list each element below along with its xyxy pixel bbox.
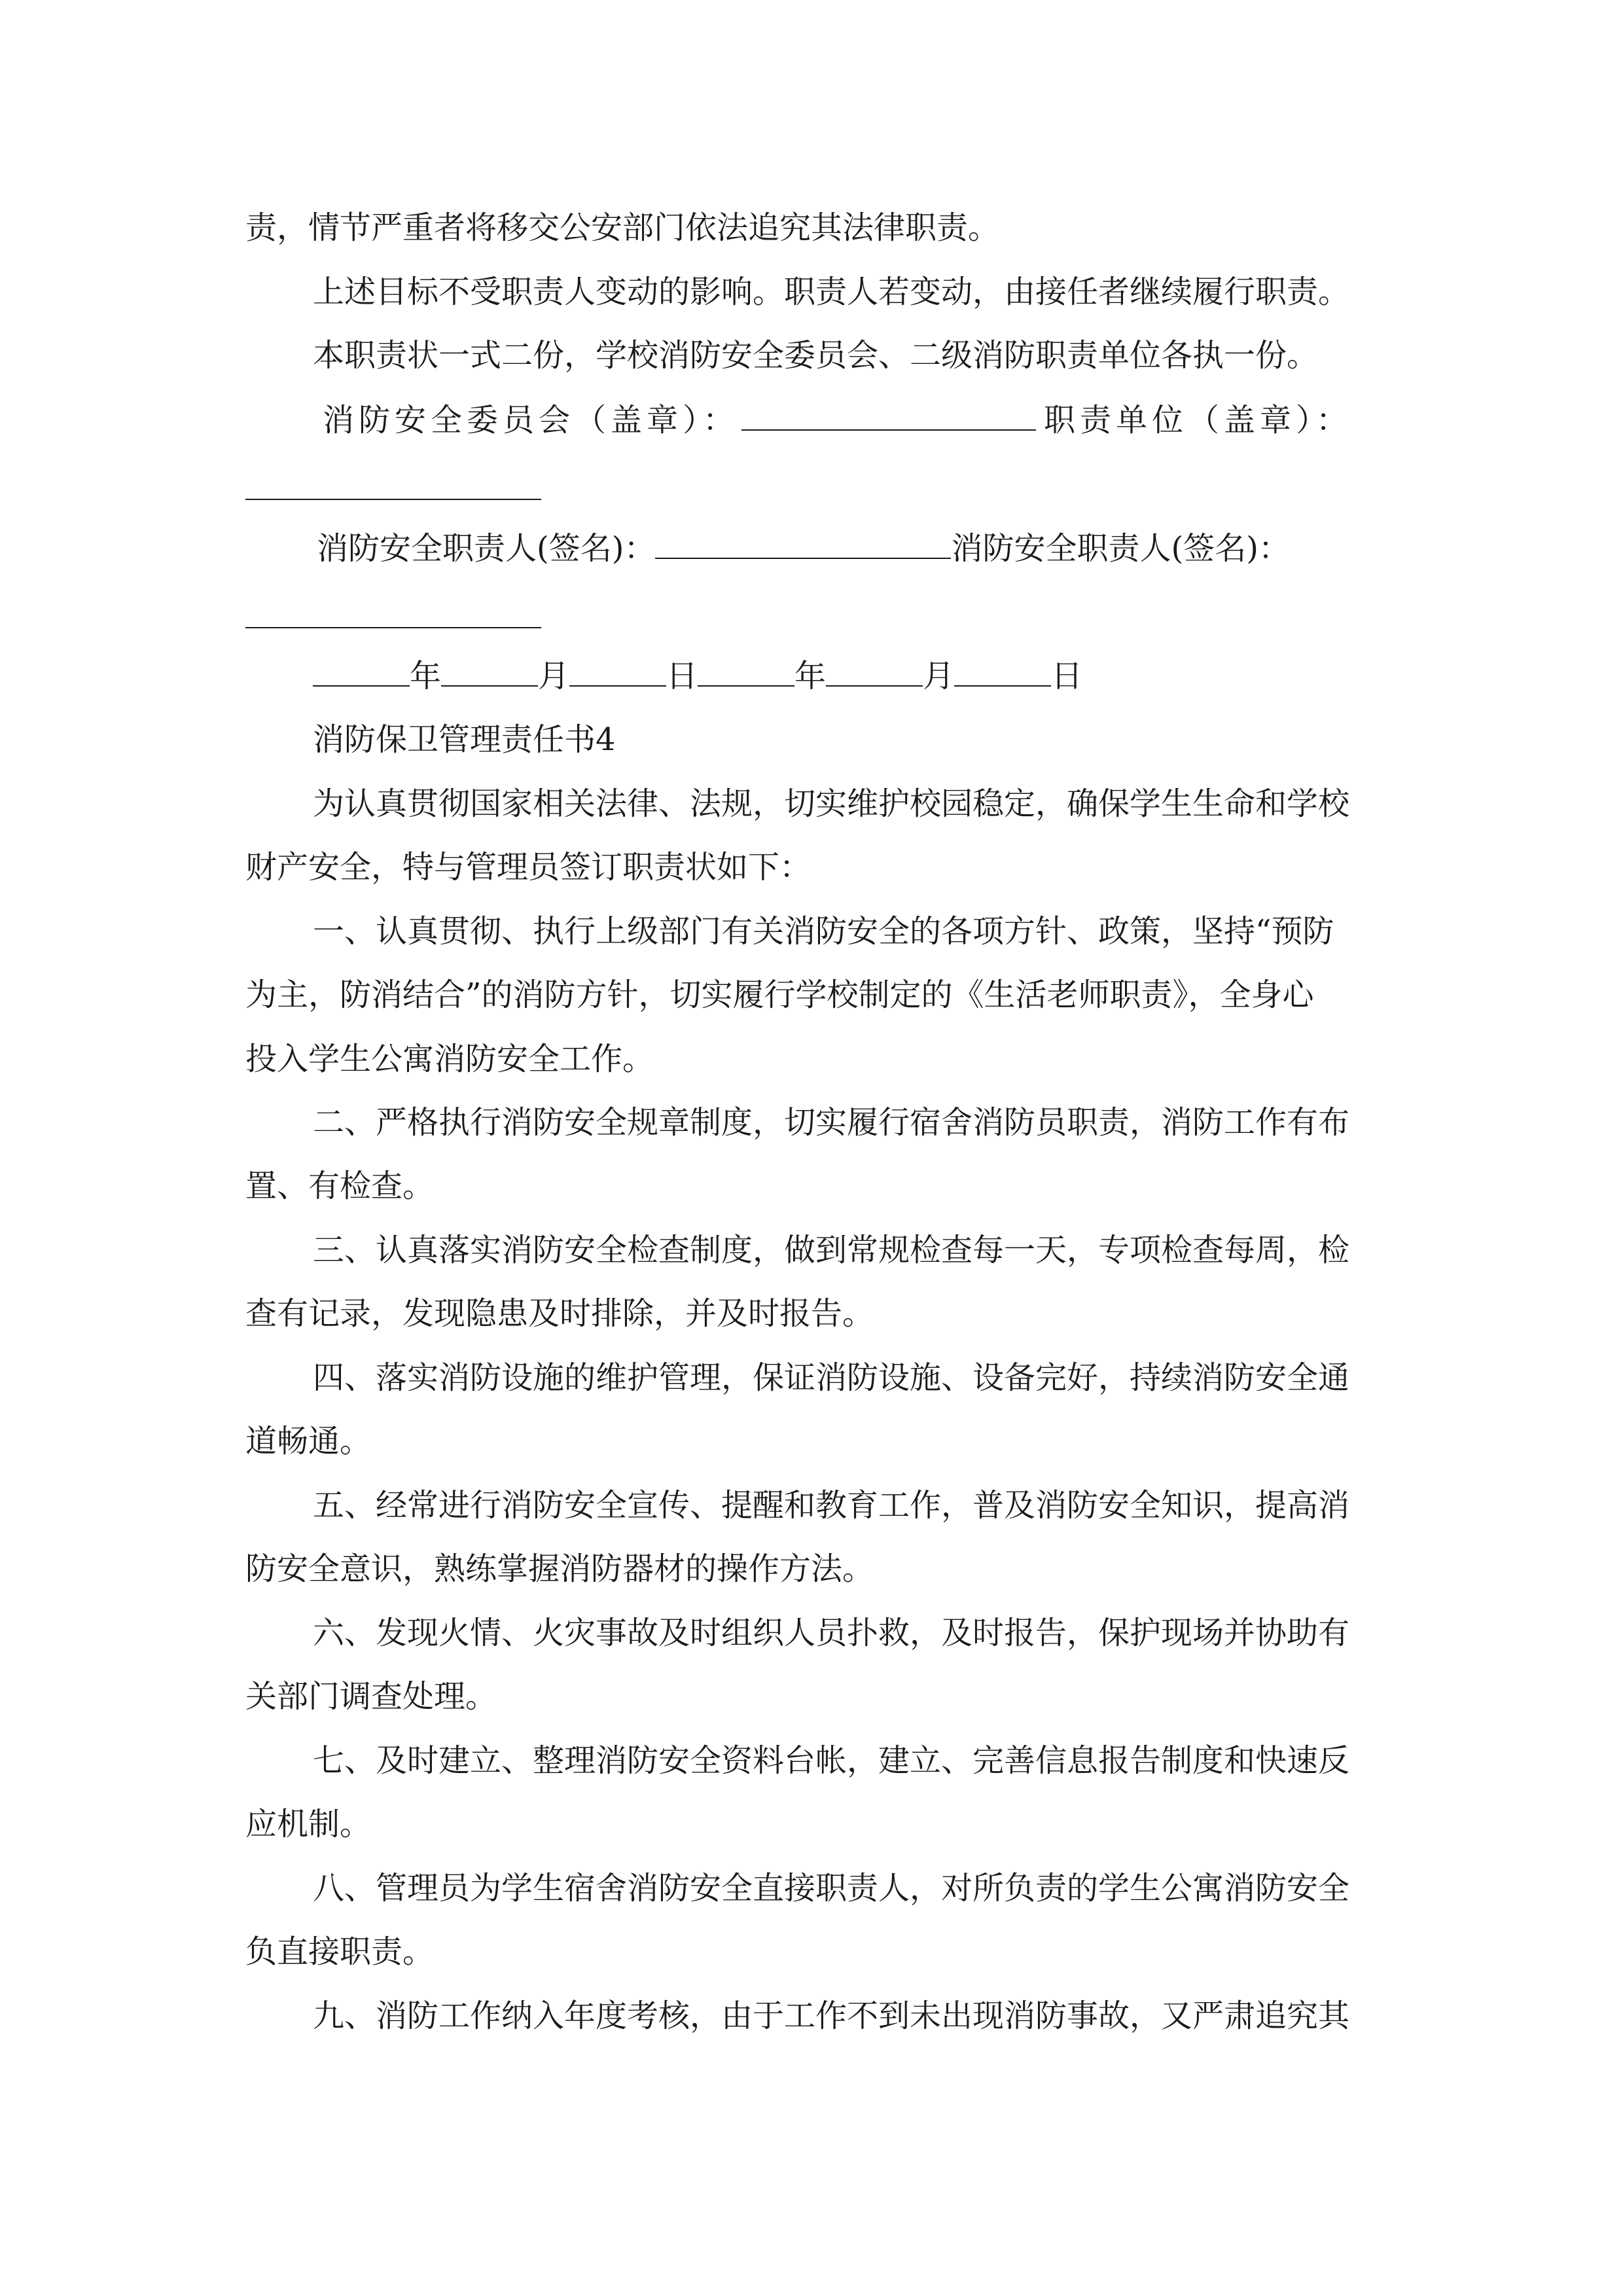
blank-line	[655, 529, 951, 559]
text-line: 四、落实消防设施的维护管理，保证消防设施、设备完好，持续消防安全通	[313, 1359, 1350, 1396]
text-line: 一、认真贯彻、执行上级部门有关消防安全的各项方针、政策，坚持“预防	[313, 913, 1334, 950]
date-day-label: 日	[666, 658, 698, 694]
unit-seal-label: 职责单位（盖章）：	[1044, 402, 1353, 439]
blank-line	[954, 656, 1051, 687]
person-sign-label: 消防安全职责人(签名)：	[951, 530, 1290, 567]
text-line: 六、发现火情、火灾事故及时组织人员扑救，及时报告，保护现场并协助有	[313, 1615, 1350, 1651]
date-year-label: 年	[410, 658, 442, 694]
committee-seal-label: 消防安全委员会（盖章）：	[323, 402, 740, 439]
date-line	[313, 656, 1082, 696]
blank-line	[569, 656, 666, 687]
signature-line-committee	[323, 401, 1352, 440]
text-line: 二、严格执行消防安全规章制度，切实履行宿舍消防员职责，消防工作有布	[313, 1104, 1350, 1141]
text-line: 七、及时建立、整理消防安全资料台帐，建立、完善信息报告制度和快速反	[313, 1742, 1350, 1779]
date-year-label: 年	[794, 658, 827, 694]
person-sign-label: 消防安全职责人(签名)：	[317, 530, 656, 567]
text-line: 本职责状一式二份，学校消防安全委员会、二级消防职责单位各执一份。	[313, 337, 1319, 374]
text-line: 为认真贯彻国家相关法律、法规，切实维护校园稳定，确保学生生命和学校	[313, 785, 1350, 822]
date-month-label: 月	[538, 658, 570, 694]
text-line: 道畅通。	[245, 1423, 372, 1460]
signature-line-person	[317, 529, 1290, 568]
text-line: 九、消防工作纳入年度考核，由于工作不到未出现消防事故，又严肃追究其	[313, 1998, 1350, 2034]
blank-line	[441, 656, 538, 687]
date-day-label: 日	[1051, 658, 1083, 694]
text-line: 五、经常进行消防安全宣传、提醒和教育工作，普及消防安全知识，提高消	[313, 1487, 1350, 1524]
text-line: 投入学生公寓消防安全工作。	[245, 1041, 654, 1077]
text-line: 八、管理员为学生宿舍消防安全直接职责人，对所负责的学生公寓消防安全	[313, 1870, 1350, 1907]
text-line: 置、有检查。	[245, 1168, 435, 1204]
text-line: 查有记录，发现隐患及时排除，并及时报告。	[245, 1295, 874, 1332]
text-line: 关部门调查处理。	[245, 1678, 497, 1715]
date-month-label: 月	[923, 658, 955, 694]
text-line: 三、认真落实消防安全检查制度，做到常规检查每一天，专项检查每周，检	[313, 1232, 1350, 1268]
text-line: 负直接职责。	[245, 1933, 435, 1970]
blank-line	[698, 656, 794, 687]
blank-line	[741, 401, 1036, 431]
section-title: 消防保卫管理责任书4	[313, 721, 616, 758]
text-line: 财产安全，特与管理员签订职责状如下：	[245, 849, 812, 886]
blank-line	[313, 656, 410, 687]
blank-line	[245, 627, 541, 628]
text-line: 防安全意识，熟练掌握消防器材的操作方法。	[245, 1551, 874, 1587]
blank-line	[245, 499, 541, 500]
text-line: 应机制。	[245, 1806, 372, 1842]
text-line: 责，情节严重者将移交公安部门依法追究其法律职责。	[245, 209, 1000, 246]
text-line: 为主，防消结合”的消防方针，切实履行学校制定的《生活老师职责》，全身心	[245, 977, 1314, 1013]
blank-line	[826, 656, 923, 687]
text-line: 上述目标不受职责人变动的影响。职责人若变动，由接任者继续履行职责。	[313, 274, 1350, 310]
